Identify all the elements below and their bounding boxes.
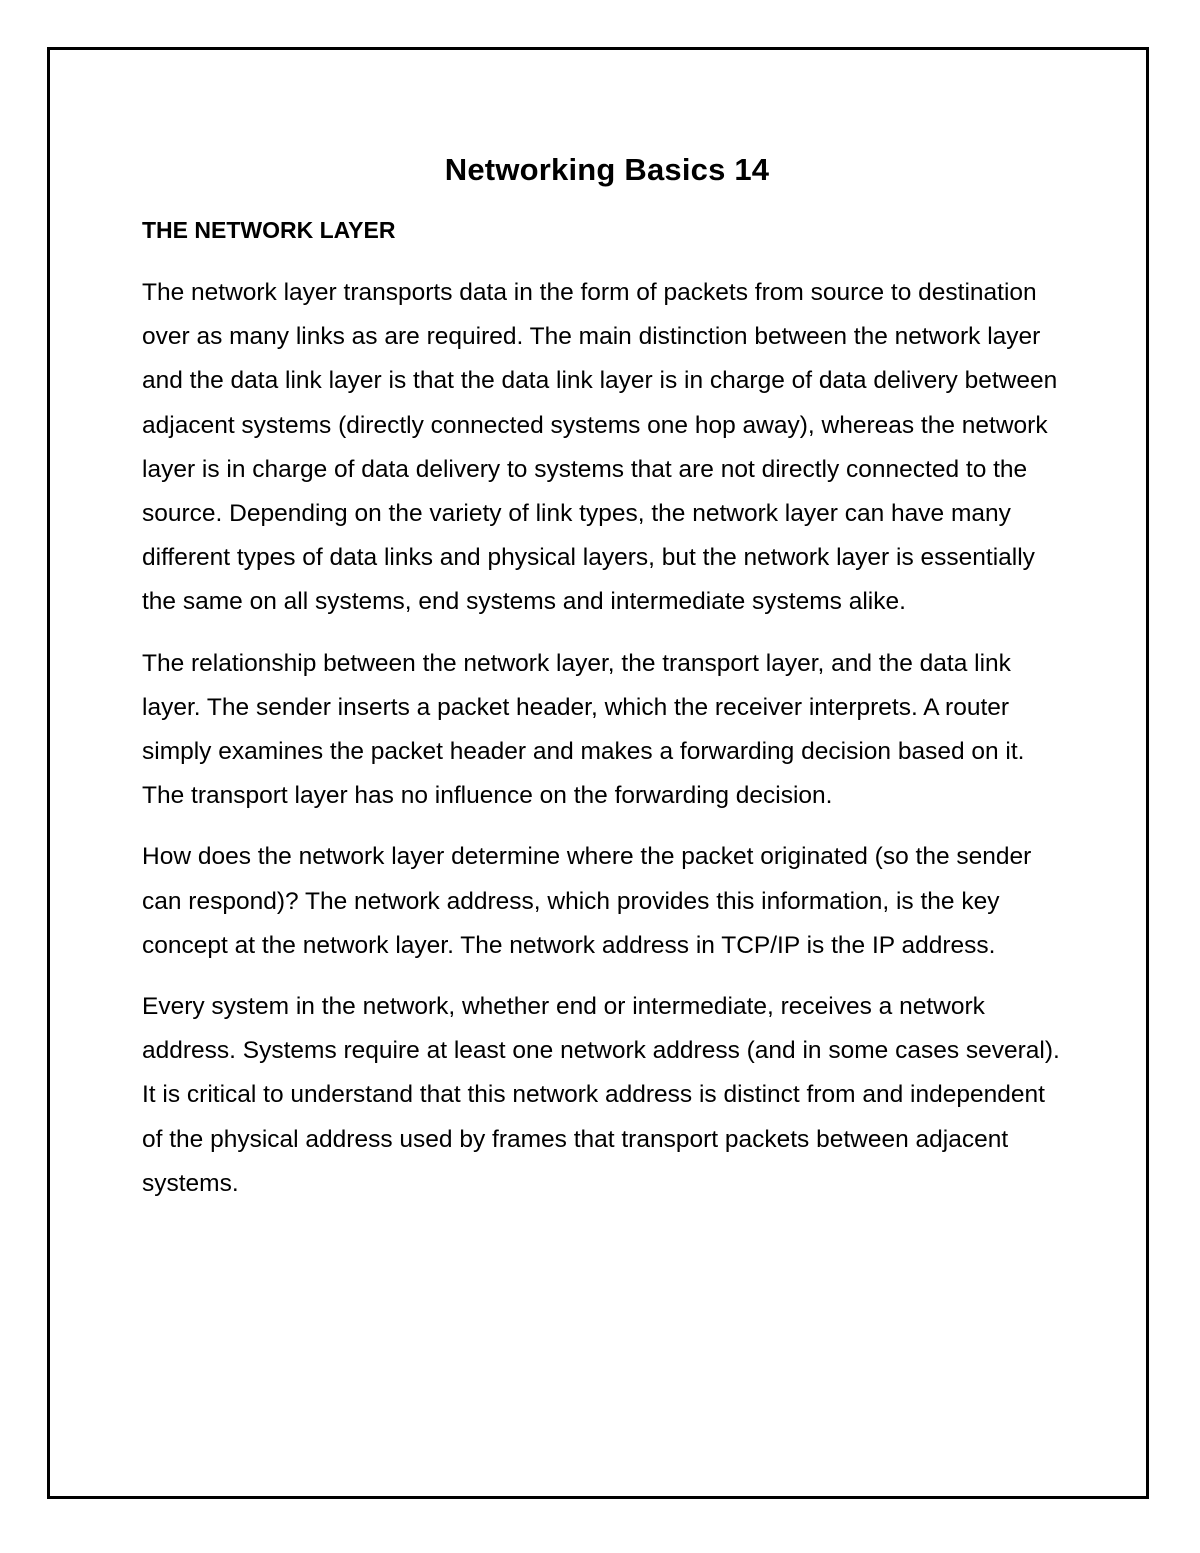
paragraph-network-address: How does the network layer determine where the packet originated (so the sender can respond)? The network address, which provides this information, is the key concept at the network layer. The network address in TCP/IP is the IP address. — [142, 843, 1032, 959]
paragraph-network-layer-overview: The network layer transports data in the form of packets from source to destination over as many links as are required. The main distinction between the network layer and the data link layer is that the data link layer is in charge of data delivery between adjacent systems (directly connected systems one hop away), whereas the network layer is in charge of data delivery to systems that are not directly connected to the source. Depending on the variety of link types, the network layer can have many different types of data links and physical layers, but the network layer is essentially the same on all systems, end systems and intermediate systems alike. — [142, 279, 1058, 616]
section-heading: THE NETWORK LAYER — [142, 217, 396, 243]
document-title: Networking Basics 14 — [444, 152, 770, 187]
document-body — [142, 150, 1072, 1206]
paragraph-layer-relationship: The relationship between the network layer, the transport layer, and the data link layer. The sender inserts a packet header, which the receiver interprets. A router simply examines the packet header and makes a forwarding decision based on it. The transport layer has no influence on the forwarding decision. — [142, 649, 1025, 810]
paragraph-address-distinction: Every system in the network, whether end or intermediate, receives a network address. Systems require at least one network address (and in some cases several). It is critical to understand that this network address is distinct from and independent of the physical address used by frames that transport packets between adjacent systems. — [142, 993, 1060, 1197]
